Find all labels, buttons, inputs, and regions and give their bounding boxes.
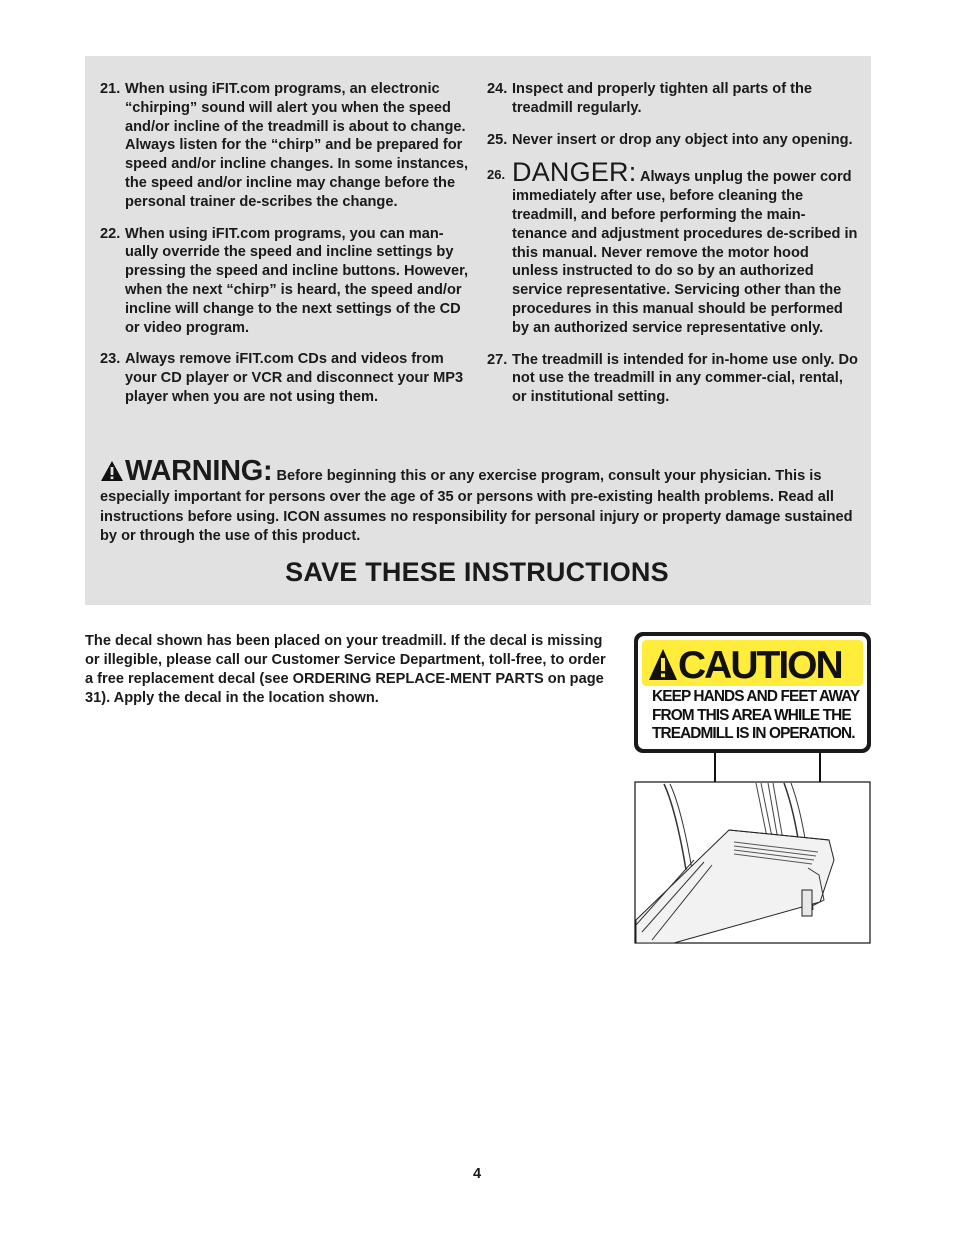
instruction-item-26-danger	[487, 157, 859, 337]
instruction-item-21	[100, 80, 472, 212]
item-text: The treadmill is intended for in-home use only. Do not use the treadmill in any commer-cial, rental, or institutional setting.	[512, 351, 858, 406]
warning-heading: WARNING:	[125, 455, 273, 487]
page-number: 4	[472, 1166, 482, 1182]
instruction-item-23	[100, 350, 472, 406]
instruction-item-27	[487, 351, 859, 407]
instructions-right-column	[487, 80, 859, 420]
item-number: 25.	[487, 131, 508, 148]
item-text: Inspect and properly tighten all parts of the treadmill regularly.	[512, 81, 813, 116]
treadmill-illustration	[634, 750, 872, 945]
item-text: When using iFIT.com programs, you can man-ually override the speed and incline settings by pressing the speed and incline buttons. However, when the next “chirp” is heard, the speed and/or incline will change to the next settings of the CD or video program.	[125, 225, 469, 336]
danger-text-block	[512, 157, 859, 337]
caution-title: CAUTION	[678, 644, 842, 687]
danger-heading: DANGER:	[512, 157, 637, 188]
item-text: When using iFIT.com programs, an electronic “chirping” sound will alert you when the speed and/or incline of the treadmill is about to change. Always listen for the “chirp” and be prepared for speed and/or incline changes. In some instances, the speed and/or incline may change before the personal trainer de-scribes the change.	[125, 81, 469, 210]
caution-decal	[634, 632, 871, 753]
item-number: 24.	[487, 81, 508, 97]
instruction-item-25	[487, 131, 859, 150]
item-text: Never insert or drop any object into any opening.	[512, 131, 853, 148]
item-number: 21.	[100, 81, 121, 97]
caution-triangle-icon	[649, 649, 677, 686]
caution-band	[642, 640, 863, 686]
caution-decal-body	[638, 636, 867, 749]
instruction-item-22	[100, 225, 472, 338]
danger-text: Always unplug the power cord immediately after use, before cleaning the treadmill, and before performing the main-tenance and adjustment procedures de-scribed in this manual. Never remove the motor hood unless instructed to do so by an authorized service representative. Servicing other than the procedures in this manual should be performed by an authorized service representative only.	[512, 169, 858, 336]
warning-text: Before beginning this or any exercise program, consult your physician. This is especially important for persons over the age of 35 or persons with pre-existing health problems. Read all instructions before using. ICON assumes no responsibility for personal injury or property damage sustained by or through the use of this product.	[100, 468, 853, 545]
warning-triangle-icon	[100, 460, 124, 488]
item-text: Always remove iFIT.com CDs and videos from your CD player or VCR and disconnect your MP3 player when you are not using them.	[125, 351, 464, 405]
item-number: 22.	[100, 225, 121, 242]
instructions-left-column	[100, 80, 472, 420]
caution-message: KEEP HANDS AND FEET AWAY FROM THIS AREA WHILE THE TREADMILL IS IN OPERATION.	[652, 688, 860, 742]
save-instructions-heading: SAVE THESE INSTRUCTIONS	[285, 557, 669, 587]
item-number: 26.	[487, 167, 506, 183]
item-number: 27.	[487, 351, 508, 368]
decal-paragraph: The decal shown has been placed on your treadmill. If the decal is missing or illegible, please call our Customer Service Department, toll-free, to order a free replacement decal (see ORDERING REPLACE-MENT PARTS on page 31). Apply the decal in the location shown.	[85, 633, 606, 706]
item-number: 23.	[100, 351, 121, 368]
instruction-item-24	[487, 80, 859, 118]
warning-paragraph	[100, 455, 860, 547]
